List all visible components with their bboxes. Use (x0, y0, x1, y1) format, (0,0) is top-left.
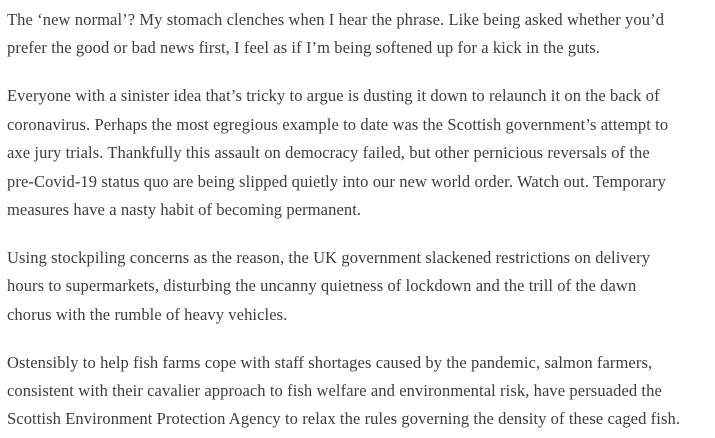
text-line: measures have a nasty habit of becoming permanent. (7, 199, 362, 219)
text-line: prefer the good or bad news first, I feel as if I’m being softened up for a kick in the guts. (7, 38, 601, 58)
text-line: consistent with their cavalier approach to fish welfare and environmental risk, have persuaded the (7, 380, 662, 400)
paragraph (7, 244, 709, 329)
paragraph (7, 82, 709, 224)
text-line: Using stockpiling concerns as the reason, the UK government slackened restrictions on delivery (7, 247, 651, 267)
text-line: hours to supermarkets, disturbing the uncanny quietness of lockdown and the trill of the dawn (7, 276, 637, 296)
text-line: chorus with the rumble of heavy vehicles. (7, 304, 288, 324)
text-line: pre-Covid-19 status quo are being slipped quietly into our new world order. Watch out. Temporary (7, 171, 667, 191)
paragraph (7, 6, 709, 63)
text-line: Ostensibly to help fish farms cope with staff shortages caused by the pandemic, salmon farmers, (7, 352, 653, 372)
text-line: axe jury trials. Thankfully this assault on democracy failed, but other pernicious reversals of the (7, 143, 650, 163)
text-line: Scottish Environment Protection Agency to relax the rules governing the density of these caged fish. (7, 409, 681, 429)
text-line: Everyone with a sinister idea that’s tricky to argue is dusting it down to relaunch it on the back of (7, 86, 660, 106)
text-line: The ‘new normal’? My stomach clenches when I hear the phrase. Like being asked whether you’d (7, 10, 665, 29)
text-line: coronavirus. Perhaps the most egregious example to date was the Scottish government’s attempt to (7, 114, 669, 134)
paragraph (7, 349, 709, 434)
